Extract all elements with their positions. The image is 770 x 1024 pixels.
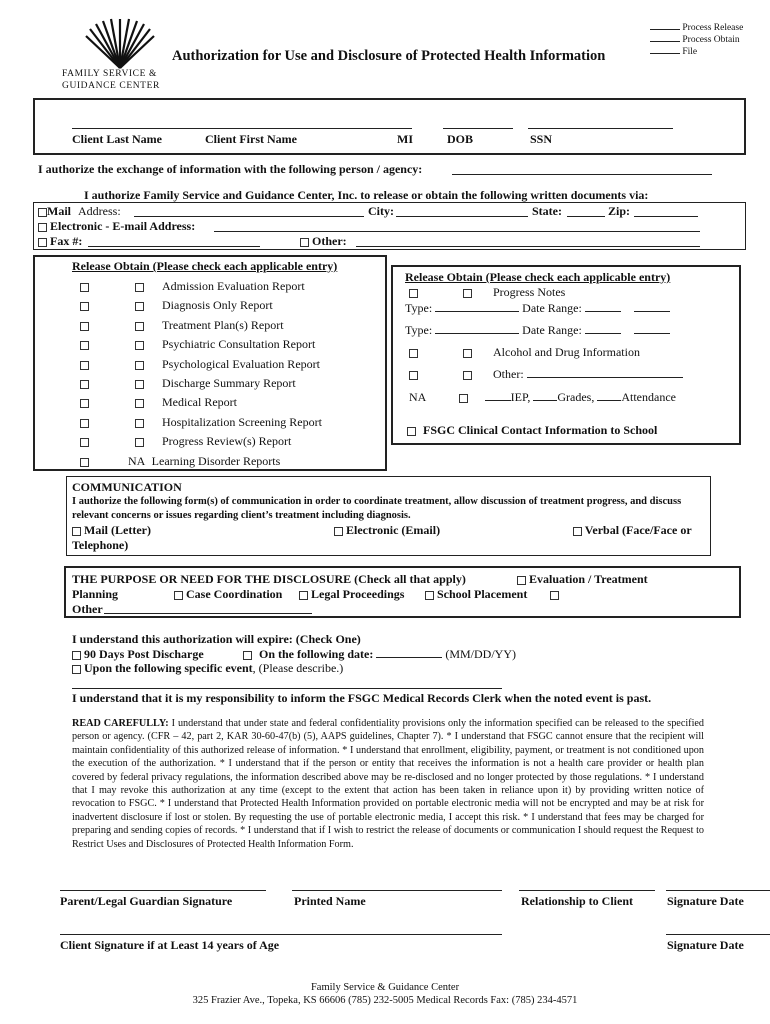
left-list-item-label: Progress Review(s) Report xyxy=(162,434,292,448)
obtain-checkbox[interactable] xyxy=(135,419,144,428)
days90-label: 90 Days Post Discharge xyxy=(84,647,204,661)
signature-date-label-2: Signature Date xyxy=(667,938,744,952)
ssn-field[interactable] xyxy=(528,128,673,129)
agency-field[interactable] xyxy=(452,174,712,175)
progress-notes-row xyxy=(409,285,565,300)
attendance-field[interactable] xyxy=(597,400,621,401)
right-list-header: Release Obtain (Please check each applicable entry) xyxy=(405,270,671,284)
specific-event-label: Upon the following specific event xyxy=(84,661,253,675)
mmddyy-label: (MM/DD/YY) xyxy=(445,647,517,661)
grades-field[interactable] xyxy=(533,400,557,401)
electronic-row xyxy=(38,219,195,234)
type-row-1 xyxy=(405,301,670,316)
na-label: NA xyxy=(409,390,426,404)
right-other-field[interactable] xyxy=(527,377,683,378)
na-label: NA xyxy=(128,454,145,468)
read-carefully-text: I understand that under state and federal confidentiality provisions only the information specified can be released to the specified person or agency. (CFR – 42, part 2, KAR 30-60-47(b) (5), AAPS guidelines, Chapter 7). * I understand that FSGC cannot ensure that the recipient will maintain confidentiality of this authorized release of information. * I understand that enrollment, eligibility, payment, or treatment is not conditioned upon the execution of the authorization. * I understand that if the person or entity that receives the information is not a health care provider or health plan covered by federal privacy regulations, the information described above may be re-disclosed and no longer protected by those regulations. * I understand that I may revoke this authorization at any time (except to the extent that action has been taken in reliance upon it) by providing written notice of revocation to FSGC. * I understand that Protected Health Information provided on portable electronic media will not be encrypted and may be at risk for inadvertent disclosure if lost or stolen. By requesting the use of portable electronic media, I accept this risk. * I understand that fees may be charged for preparing and sending copies of records. * I understand that if I wish to restrict the release of documents or communication I should request the Request to Restrict Uses and Disclosures of Protected Health Information Form. xyxy=(72,718,705,850)
comm-verbal-label: Verbal (Face/Face or xyxy=(584,523,692,537)
release-checkbox[interactable] xyxy=(80,458,89,467)
fax-field[interactable] xyxy=(88,246,260,247)
date-to-field[interactable] xyxy=(634,311,670,312)
left-list-item xyxy=(80,376,296,391)
expire-title: I understand this authorization will expire: (Check One) xyxy=(72,632,361,646)
mail-row xyxy=(38,204,121,219)
other-field[interactable] xyxy=(356,246,700,247)
left-list-item-label: Admission Evaluation Report xyxy=(162,279,305,293)
zip-label: Zip: xyxy=(608,204,631,218)
fsgc-row xyxy=(407,423,657,438)
release-checkbox[interactable] xyxy=(409,371,418,380)
client-signature-label: Client Signature if at Least 14 years of Age xyxy=(60,938,280,952)
on-date-label: On the following date: xyxy=(259,647,374,661)
obtain-checkbox[interactable] xyxy=(135,380,144,389)
purpose-planning-label: Planning xyxy=(72,587,119,601)
state-field[interactable] xyxy=(567,216,605,217)
purpose-other-label: Other xyxy=(72,602,103,616)
left-list-last xyxy=(80,454,280,469)
legal-checkbox[interactable] xyxy=(299,591,308,600)
parent-signature-label: Parent/Legal Guardian Signature xyxy=(60,894,233,908)
communication-title: COMMUNICATION xyxy=(72,480,182,494)
extra-checkbox[interactable] xyxy=(550,591,559,600)
zip-field[interactable] xyxy=(634,216,698,217)
fax-label: Fax #: xyxy=(50,234,83,248)
type-field[interactable] xyxy=(435,311,519,312)
release-checkbox[interactable] xyxy=(80,399,89,408)
option-file: File xyxy=(682,47,698,57)
left-list-item xyxy=(80,415,322,430)
purpose-school xyxy=(425,587,527,602)
iep-label: IEP, xyxy=(510,390,531,404)
logo-text-2: GUIDANCE CENTER xyxy=(62,81,160,91)
electronic-label: Electronic - E-mail Address: xyxy=(50,219,196,233)
option-process-obtain: Process Obtain xyxy=(682,35,740,45)
type-row-2 xyxy=(405,323,670,338)
signature-date-field-1[interactable] xyxy=(666,890,770,891)
attendance-label: Attendance xyxy=(621,390,676,404)
purpose-evaluation xyxy=(517,572,648,587)
responsibility-note: I understand that it is my responsibility to inform the FSGC Medical Records Clerk when the noted event is past. xyxy=(72,691,652,705)
other-checkbox[interactable] xyxy=(300,238,309,247)
release-checkbox[interactable] xyxy=(80,302,89,311)
dob-label: DOB xyxy=(447,132,474,146)
comm-email-label: Electronic (Email) xyxy=(346,523,441,537)
process-options xyxy=(650,22,743,58)
footer xyxy=(0,981,770,1007)
release-checkbox[interactable] xyxy=(80,419,89,428)
expire-90days xyxy=(72,647,204,662)
comm-email-checkbox[interactable] xyxy=(334,527,343,536)
expire-specific xyxy=(72,661,343,676)
left-list-item xyxy=(80,337,315,352)
signature-date-label-1: Signature Date xyxy=(667,894,744,908)
release-checkbox[interactable] xyxy=(80,438,89,447)
release-checkbox[interactable] xyxy=(80,380,89,389)
page-title: Authorization for Use and Disclosure of Protected Health Information xyxy=(172,48,606,64)
address-field[interactable] xyxy=(134,216,364,217)
option-process-release: Process Release xyxy=(682,23,744,33)
expire-date-field[interactable] xyxy=(376,657,442,658)
event-description-field[interactable] xyxy=(72,688,502,689)
left-list-item xyxy=(80,357,320,372)
relationship-field[interactable] xyxy=(519,890,655,891)
option-blank[interactable] xyxy=(650,29,680,30)
fsgc-checkbox[interactable] xyxy=(407,427,416,436)
evaluation-label: Evaluation / Treatment xyxy=(529,572,648,586)
address-label: Address: xyxy=(78,204,121,218)
client-last-label: Client Last Name xyxy=(72,132,162,146)
purpose-case xyxy=(174,587,282,602)
city-label: City: xyxy=(368,204,394,218)
obtain-checkbox[interactable] xyxy=(135,283,144,292)
case-checkbox[interactable] xyxy=(174,591,183,600)
release-checkbox[interactable] xyxy=(80,283,89,292)
days90-checkbox[interactable] xyxy=(72,651,81,660)
mail-label: Mail xyxy=(47,204,71,218)
case-label: Case Coordination xyxy=(186,587,283,601)
obtain-checkbox[interactable] xyxy=(135,438,144,447)
state-label: State: xyxy=(532,204,562,218)
electronic-checkbox[interactable] xyxy=(38,223,47,232)
fax-checkbox[interactable] xyxy=(38,238,47,247)
left-list-item xyxy=(80,318,284,333)
release-checkbox[interactable] xyxy=(409,289,418,298)
purpose-legal xyxy=(299,587,404,602)
release-checkbox[interactable] xyxy=(80,341,89,350)
left-list-item-label: Treatment Plan(s) Report xyxy=(162,318,284,332)
date-from-field[interactable] xyxy=(585,333,621,334)
left-list-item-label: Psychiatric Consultation Report xyxy=(162,337,316,351)
date-to-field[interactable] xyxy=(634,333,670,334)
signature-date-field-2[interactable] xyxy=(666,934,770,935)
obtain-checkbox[interactable] xyxy=(135,302,144,311)
authorize-release-label: I authorize Family Service and Guidance Center, Inc. to release or obtain the following written documents via: xyxy=(84,188,649,202)
learning-disorder-label: Learning Disorder Reports xyxy=(151,454,281,468)
left-list-item-label: Discharge Summary Report xyxy=(162,376,296,390)
release-checkbox[interactable] xyxy=(80,322,89,331)
right-other-label: Other: xyxy=(493,367,524,381)
fax-row xyxy=(38,234,82,249)
footer-org: Family Service & Guidance Center xyxy=(310,982,460,993)
expire-date xyxy=(243,647,516,662)
left-list-item-label: Medical Report xyxy=(162,395,237,409)
communication-text: I authorize the following form(s) of communication in order to coordinate treatment, allow discussion of treatment progress, and discuss relevant concerns or issues regarding client’s treatment including diagnosis. xyxy=(72,496,682,521)
type-label: Type: xyxy=(405,301,433,315)
school-records-row xyxy=(409,390,676,405)
purpose-other-field[interactable] xyxy=(104,613,312,614)
comm-email-option xyxy=(334,523,440,538)
read-carefully-label: READ CAREFULLY: xyxy=(72,718,169,729)
on-date-checkbox[interactable] xyxy=(243,651,252,660)
date-range-label: Date Range: xyxy=(522,323,582,337)
alcohol-row xyxy=(409,345,640,360)
printed-name-label: Printed Name xyxy=(294,894,366,908)
grades-label: Grades, xyxy=(557,390,595,404)
logo-text-1: FAMILY SERVICE & xyxy=(62,69,157,79)
progress-notes-label: Progress Notes xyxy=(493,285,566,299)
obtain-checkbox[interactable] xyxy=(463,289,472,298)
date-range-label: Date Range: xyxy=(522,301,582,315)
school-label: School Placement xyxy=(437,587,528,601)
option-blank[interactable] xyxy=(650,53,680,54)
obtain-checkbox[interactable] xyxy=(135,341,144,350)
left-list-item-label: Psychological Evaluation Report xyxy=(162,357,320,371)
comm-verbal-checkbox[interactable] xyxy=(573,527,582,536)
client-signature-field[interactable] xyxy=(60,934,502,935)
alcohol-label: Alcohol and Drug Information xyxy=(493,345,640,359)
purpose-title: THE PURPOSE OR NEED FOR THE DISCLOSURE (Check all that apply) xyxy=(72,572,466,586)
other-row xyxy=(300,234,347,249)
client-name-field[interactable] xyxy=(72,128,412,129)
left-list-item xyxy=(80,279,305,294)
obtain-checkbox[interactable] xyxy=(135,399,144,408)
school-checkbox[interactable] xyxy=(425,591,434,600)
left-list-item-label: Diagnosis Only Report xyxy=(162,298,273,312)
dob-field[interactable] xyxy=(443,128,513,129)
email-field[interactable] xyxy=(214,231,700,232)
read-carefully-paragraph xyxy=(72,717,704,851)
left-list-item xyxy=(80,434,291,449)
specific-event-checkbox[interactable] xyxy=(72,665,81,674)
left-list-item xyxy=(80,298,273,313)
obtain-checkbox[interactable] xyxy=(463,349,472,358)
mail-checkbox[interactable] xyxy=(38,208,47,217)
iep-field[interactable] xyxy=(485,400,511,401)
left-list-item-label: Hospitalization Screening Report xyxy=(162,415,322,429)
obtain-checkbox[interactable] xyxy=(459,394,468,403)
obtain-checkbox[interactable] xyxy=(135,322,144,331)
mi-label: MI xyxy=(397,132,413,146)
client-first-label: Client First Name xyxy=(205,132,297,146)
ssn-label: SSN xyxy=(530,132,553,146)
right-other-row xyxy=(409,367,683,382)
evaluation-checkbox[interactable] xyxy=(517,576,526,585)
left-list-item xyxy=(80,395,237,410)
describe-label: , (Please describe.) xyxy=(252,661,344,675)
relationship-label: Relationship to Client xyxy=(521,894,634,908)
printed-name-field[interactable] xyxy=(292,890,502,891)
release-checkbox[interactable] xyxy=(80,361,89,370)
comm-mail-label: Mail (Letter) xyxy=(84,523,151,537)
comm-mail-checkbox[interactable] xyxy=(72,527,81,536)
date-from-field[interactable] xyxy=(585,311,621,312)
city-field[interactable] xyxy=(396,216,528,217)
obtain-checkbox[interactable] xyxy=(463,371,472,380)
other-label: Other: xyxy=(312,234,347,248)
type-field[interactable] xyxy=(435,333,519,334)
obtain-checkbox[interactable] xyxy=(135,361,144,370)
option-blank[interactable] xyxy=(650,41,680,42)
logo-fan-icon xyxy=(80,18,160,70)
footer-address: 325 Frazier Ave., Topeka, KS 66606 (785) 232-5005 Medical Records Fax: (785) 234-4571 xyxy=(192,995,578,1006)
comm-mail-option xyxy=(72,523,151,538)
comm-verbal-option xyxy=(573,523,692,538)
purpose-extra xyxy=(550,587,559,602)
parent-signature-field[interactable] xyxy=(60,890,266,891)
fsgc-label: FSGC Clinical Contact Information to School xyxy=(423,423,658,437)
authorize-exchange-label: I authorize the exchange of information with the following person / agency: xyxy=(38,162,423,176)
logo xyxy=(62,18,172,94)
comm-telephone-label: Telephone) xyxy=(72,538,129,552)
left-list-header: Release Obtain (Please check each applicable entry) xyxy=(72,259,338,273)
release-checkbox[interactable] xyxy=(409,349,418,358)
type-label: Type: xyxy=(405,323,433,337)
legal-label: Legal Proceedings xyxy=(311,587,405,601)
